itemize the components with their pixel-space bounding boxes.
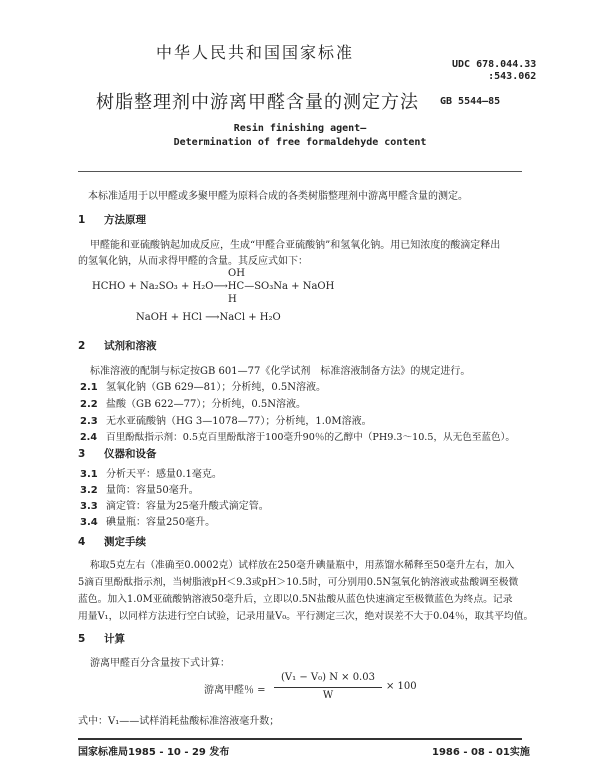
formula-numerator: (V₁ − V₀) N × 0.03	[281, 672, 375, 683]
formula-variable-note: 式中：V₁——试样消耗盐酸标准溶液毫升数；	[78, 716, 280, 727]
item-text: 无水亚硫酸钠（HG 3—1078—77）；分析纯，1.0M溶液。	[106, 416, 372, 427]
eq1-left: HCHO + Na₂SO₃ + H₂O⟶H	[92, 281, 237, 292]
list-item	[80, 378, 326, 393]
item-number: 2.2	[80, 399, 98, 410]
eq1-right: —SO₃Na + NaOH	[244, 281, 335, 292]
reaction-equation-1	[92, 281, 334, 292]
section-2-heading	[78, 338, 157, 353]
reaction-equation-2: NaOH + HCl ⟶NaCl + H₂O	[136, 312, 281, 323]
formula-multiplier: × 100	[386, 681, 417, 692]
procedure-line-4: 用量V₁，以同样方法进行空白试验，记录用量V₀。平行测定三次，绝对误差不大于0.04％，取其平均值。	[78, 611, 534, 622]
procedure-line-3: 蓝色。加入1.0M亚硫酸钠溶液50毫升后，立即以0.5N盐酸从蓝色快速滴定至极微蓝色为终点。记录	[78, 594, 513, 605]
item-number: 2.1	[80, 382, 98, 393]
document-title-en-line2: Determination of free formaldehyde content	[173, 137, 427, 148]
item-number: 3.3	[80, 501, 98, 512]
formula-label: 游离甲醛％ =	[204, 685, 266, 696]
item-number: 3.2	[80, 485, 98, 496]
section-number: 1	[78, 214, 86, 226]
section-number: 5	[78, 633, 86, 645]
principle-line-1: 甲醛能和亚硫酸钠起加成反应，生成“甲醛合亚硫酸钠”和氢氧化钠。用已知浓度的酸滴定释出	[90, 240, 501, 251]
list-item	[80, 465, 222, 480]
calculation-intro: 游离甲醛百分含量按下式计算：	[90, 658, 230, 669]
section-number: 3	[78, 448, 86, 460]
footer-divider	[78, 738, 522, 740]
section-5-heading	[78, 631, 125, 646]
item-number: 3.4	[80, 517, 98, 528]
list-item	[80, 395, 306, 410]
list-item	[80, 412, 372, 427]
list-item	[80, 513, 215, 528]
section-title: 试剂和溶液	[104, 340, 157, 352]
list-item	[80, 497, 269, 512]
section-3-heading	[78, 446, 157, 461]
eq1-carbon: C	[236, 281, 245, 292]
header-divider	[78, 171, 522, 172]
item-text: 量筒：容量50毫升。	[106, 485, 199, 496]
section-4-heading	[78, 534, 146, 549]
formula-denominator: W	[322, 690, 334, 701]
udc-code	[452, 59, 536, 83]
fraction-bar	[274, 687, 382, 688]
udc-line-2: :543.062	[488, 71, 537, 82]
section-1-heading	[78, 212, 146, 227]
item-text: 盐酸（GB 622—77）；分析纯，0.5N溶液。	[106, 399, 306, 410]
principle-line-2: 的氢氧化钠，从而求得甲醛的含量。其反应式如下：	[78, 256, 308, 267]
list-item	[80, 481, 199, 496]
document-title-cn: 树脂整理剂中游离甲醛含量的测定方法	[96, 92, 419, 113]
section-title: 方法原理	[104, 214, 146, 226]
reagents-intro: 标准溶液的配制与标定按GB 601—77《化学试剂 标准溶液制备方法》的规定进行。	[90, 366, 471, 377]
document-title-en-line1: Resin finishing agent—	[233, 123, 367, 134]
eq1-h-group: H	[228, 294, 237, 305]
udc-line-1: UDC 678.044.33	[452, 59, 537, 70]
gb-standard-code: GB 5544—85	[440, 96, 501, 107]
item-text: 碘量瓶：容量250毫升。	[106, 517, 216, 528]
eq1-oh-group: OH	[228, 268, 245, 279]
procedure-line-2: 5滴百里酚酞指示剂，当树脂液pH＜9.3或pH＞10.5时，可分别用0.5N氢氧化钠溶液或盐酸调至极微	[78, 577, 519, 588]
item-number: 3.1	[80, 469, 98, 480]
section-title: 仪器和设备	[104, 448, 157, 460]
section-title: 计算	[104, 633, 125, 645]
issue-date: 国家标准局1985 - 10 - 29 发布	[78, 747, 230, 758]
national-standard-heading: 中华人民共和国国家标准	[156, 43, 355, 62]
list-item	[80, 429, 515, 443]
item-text: 百里酚酞指示剂：0.5克百里酚酞溶于100毫升90％的乙醇中（PH9.3～10.5，从无色至蓝色）。	[106, 432, 516, 443]
effective-date: 1986 - 08 - 01实施	[432, 747, 530, 758]
item-number: 2.4	[80, 432, 97, 443]
procedure-line-1: 称取5克左右（准确至0.0002克）试样放在250毫升碘量瓶中，用蒸馏水稀释至50毫升左右，加入	[90, 560, 515, 571]
section-title: 测定手续	[104, 536, 146, 548]
item-text: 滴定管：容量为25毫升酸式滴定管。	[106, 501, 269, 512]
item-number: 2.3	[80, 416, 98, 427]
section-number: 4	[78, 536, 86, 548]
item-text: 分析天平：感量0.1毫克。	[106, 469, 222, 480]
item-text: 氢氧化钠（GB 629—81）；分析纯，0.5N溶液。	[106, 382, 326, 393]
section-number: 2	[78, 340, 86, 352]
scope-paragraph: 本标准适用于以甲醛或多聚甲醛为原料合成的各类树脂整理剂中游离甲醛含量的测定。	[88, 191, 468, 202]
